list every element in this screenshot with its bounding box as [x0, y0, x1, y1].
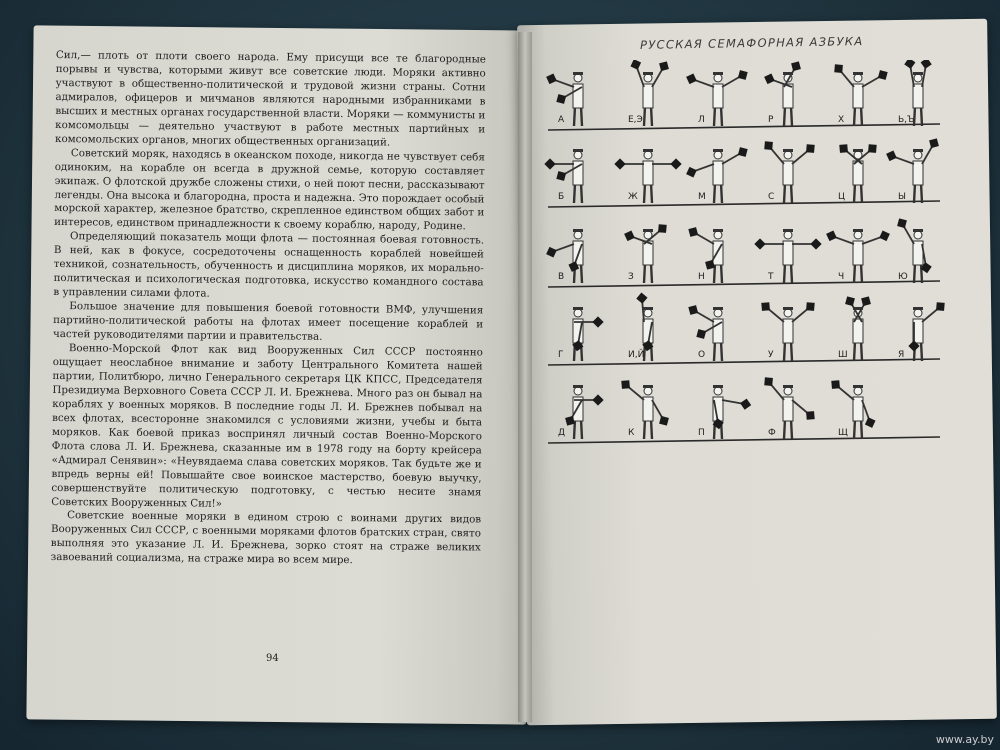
semaphore-sign	[761, 302, 814, 361]
semaphore-flag	[659, 416, 669, 426]
sign-letter-label: Д	[558, 428, 566, 438]
figure-cap	[913, 149, 923, 152]
semaphore-flag	[621, 380, 630, 389]
figure-cap	[853, 229, 863, 232]
figure-leg	[721, 263, 722, 283]
semaphore-sign	[546, 72, 583, 126]
figure-head	[914, 309, 922, 317]
figure-leg	[784, 263, 785, 283]
figure-cap	[783, 149, 793, 152]
figure-leg	[784, 183, 785, 203]
figure-leg	[854, 106, 855, 126]
semaphore-flag	[686, 167, 697, 178]
figure-leg	[791, 263, 792, 283]
sign-letter-label: Ж	[628, 192, 638, 202]
figure-leg	[574, 106, 575, 126]
semaphore-flag	[936, 302, 945, 311]
figure-torso	[643, 84, 653, 108]
sign-letter-label: Г	[558, 350, 564, 360]
left-page-text	[51, 49, 486, 570]
semaphore-flag	[546, 73, 557, 84]
semaphore-flag	[865, 417, 876, 428]
sign-letter-label: Н	[698, 272, 705, 282]
figure-arm	[862, 77, 879, 87]
sign-letter-label: Ь,Ъ	[898, 115, 915, 125]
figure-arm	[771, 149, 784, 164]
figure-cap	[713, 385, 723, 388]
figure-leg	[581, 106, 582, 126]
figure-head	[714, 387, 722, 395]
figure-arm	[922, 147, 932, 164]
figure-head	[854, 387, 862, 395]
semaphore-sign	[764, 377, 814, 439]
figure-cap	[853, 385, 863, 388]
paragraph-5: Военно-Морской Флот как вид Вооруженных Сил СССР постоянно ощущает неослабное внимание и заботу Центрального Комитета нашей партии, Политбюро, лично Генерального секретаря ЦК КПСС, Председателя Президиума Верховного Совета СССР Л. И. Брежнева. Много раз он бывал на кораблях у военных моряков. В последние годы Л. И. Брежнев побывал на всех флотах, всесторонне знакомился с условиями жизни, учебы и быта моряков. Как боевой приказ воспринял личный состав Военно-Морского Флота слова Л. И. Брежнева, сказанные им в 1978 году на борту крейсера «Адмирал Сенявин»: «Неувядаема слава советских моряков. Так будьте же и впредь верны ей! Повышайте свое воинское мастерство, боевую выучку, совершенствуйте политическую подготовку, с честью несите знамя Советских Вооруженных Сил!»	[51, 342, 483, 510]
semaphore-flag	[791, 61, 801, 71]
figure-head	[914, 74, 922, 82]
semaphore-sign	[688, 227, 723, 283]
semaphore-flag	[806, 144, 815, 153]
semaphore-sign	[898, 60, 932, 126]
sign-letter-label: К	[628, 428, 635, 438]
figure-cap	[643, 229, 653, 232]
figure-leg	[791, 106, 792, 126]
sign-letter-label: Б	[558, 192, 565, 202]
figure-arm	[555, 244, 574, 251]
sign-letter-label: Х	[838, 115, 845, 125]
baseline-row-3	[548, 281, 940, 287]
semaphore-flag	[886, 150, 897, 161]
semaphore-flag	[696, 329, 706, 339]
page-number: 94	[266, 653, 279, 664]
semaphore-sign	[628, 292, 653, 361]
figure-head	[644, 74, 652, 82]
sign-letter-label: Ц	[838, 192, 845, 202]
figure-arm	[841, 72, 854, 87]
semaphore-flag	[658, 224, 667, 233]
figure-head	[854, 231, 862, 239]
figure-leg	[861, 183, 862, 203]
figure-leg	[714, 341, 715, 361]
figure-cap	[783, 385, 793, 388]
figure-cap	[713, 72, 723, 75]
sign-letter-label: Р	[768, 115, 774, 125]
sign-letter-label: Щ	[838, 428, 848, 438]
semaphore-sign	[698, 385, 751, 439]
semaphore-flag	[868, 144, 877, 153]
semaphore-flag	[659, 61, 669, 71]
figure-leg	[721, 106, 722, 126]
semaphore-flag	[929, 138, 939, 148]
figure-arm	[629, 387, 644, 400]
semaphore-flag	[670, 158, 681, 169]
semaphore-flag	[921, 60, 932, 69]
figure-leg	[714, 106, 715, 126]
figure-arm	[722, 154, 739, 164]
semaphore-sign	[897, 218, 932, 283]
figure-cap	[643, 307, 653, 310]
semaphore-flag	[738, 147, 748, 157]
figure-leg	[921, 341, 922, 361]
book-spine	[518, 32, 532, 722]
semaphore-sign	[628, 60, 669, 126]
semaphore-flag	[861, 296, 871, 306]
figure-leg	[791, 419, 792, 439]
figure-arm	[697, 234, 714, 244]
figure-cap	[713, 307, 723, 310]
figure-torso	[783, 161, 793, 185]
figure-head	[714, 151, 722, 159]
figure-arm	[922, 67, 925, 87]
figure-leg	[721, 341, 722, 361]
figure-head	[714, 74, 722, 82]
semaphore-flag	[686, 73, 697, 84]
figure-arm	[862, 237, 881, 244]
semaphore-flag	[688, 227, 698, 237]
sign-letter-label: М	[698, 192, 706, 202]
semaphore-flag	[740, 399, 751, 410]
figure-torso	[853, 84, 863, 108]
sign-letter-label: Е,Э	[628, 115, 643, 125]
figure-leg	[914, 263, 915, 283]
semaphore-sign	[621, 380, 669, 439]
sign-letter-label: И,Й	[628, 350, 645, 360]
figure-head	[644, 309, 652, 317]
figure-head	[574, 151, 582, 159]
semaphore-flag	[764, 141, 773, 150]
figure-leg	[914, 183, 915, 203]
figure-leg	[651, 419, 652, 439]
figure-head	[914, 231, 922, 239]
figure-cap	[713, 229, 723, 232]
figure-leg	[644, 419, 645, 439]
figure-cap	[783, 307, 793, 310]
baseline-row-4	[548, 359, 940, 365]
figure-arm	[835, 237, 854, 244]
figure-cap	[573, 229, 583, 232]
semaphore-flag	[764, 73, 775, 84]
sign-letter-label: Ш	[838, 350, 848, 360]
paragraph-4: Большое значение для повышения боевой готовности ВМФ, улучшения партийно-политической работы на флотах имеет посещение кораблей и частей руководителями партии и правительства.	[52, 300, 484, 343]
sign-letter-label: Т	[768, 272, 774, 282]
semaphore-sign	[831, 380, 875, 439]
figure-arm	[792, 151, 807, 164]
figure-leg	[921, 263, 922, 283]
semaphore-flag	[636, 292, 647, 303]
semaphore-flag	[845, 296, 855, 306]
figure-leg	[784, 419, 785, 439]
figure-arm	[911, 67, 914, 87]
figure-head	[784, 309, 792, 317]
semaphore-flag	[544, 158, 555, 169]
semaphore-flag	[592, 394, 603, 405]
figure-leg	[854, 341, 855, 361]
semaphore-flag	[556, 171, 566, 181]
figure-leg	[854, 419, 855, 439]
semaphore-sign	[558, 385, 604, 439]
figure-arm	[637, 68, 644, 87]
figure-torso	[783, 241, 793, 265]
figure-torso	[643, 161, 653, 185]
semaphore-sign	[764, 141, 814, 203]
figure-leg	[721, 183, 722, 203]
semaphore-sign	[558, 307, 604, 361]
semaphore-flag	[764, 377, 773, 386]
figure-leg	[644, 106, 645, 126]
semaphore-flag	[761, 302, 770, 311]
figure-arm	[792, 400, 807, 413]
figure-head	[574, 387, 582, 395]
figure-cap	[643, 149, 653, 152]
sign-letter-label: О	[698, 350, 706, 360]
figure-leg	[644, 263, 645, 283]
semaphore-flag	[826, 230, 837, 241]
semaphore-sign	[686, 70, 748, 126]
figure-title: РУССКАЯ СЕМАФОРНАЯ АЗБУКА	[639, 34, 864, 52]
sign-letter-label: Я	[898, 350, 905, 360]
figure-leg	[861, 419, 862, 439]
figure-leg	[581, 183, 582, 203]
semaphore-sign	[886, 138, 939, 203]
figure-cap	[573, 149, 583, 152]
figure-arm	[792, 309, 807, 322]
figure-head	[914, 151, 922, 159]
semaphore-flag	[831, 380, 840, 389]
figure-head	[784, 151, 792, 159]
baseline-row-2	[548, 201, 940, 207]
figure-leg	[651, 263, 652, 283]
figure-leg	[651, 183, 652, 203]
semaphore-flag	[624, 230, 635, 241]
semaphore-sign	[688, 305, 723, 361]
figure-arm	[652, 70, 662, 87]
semaphore-flag	[839, 144, 848, 153]
figure-leg	[644, 183, 645, 203]
figure-arm	[695, 164, 714, 171]
figure-arm	[895, 157, 914, 164]
figure-cap	[853, 72, 863, 75]
figure-arm	[769, 309, 784, 322]
figure-head	[644, 151, 652, 159]
figure-arm	[555, 80, 574, 87]
figure-head	[854, 74, 862, 82]
figure-cap	[913, 72, 923, 75]
figure-cap	[713, 149, 723, 152]
figure-cap	[913, 307, 923, 310]
figure-arm	[839, 387, 854, 400]
paragraph-2: Советский моряк, находясь в океанском походе, никогда не чувствует себя одиноким, на корабле он всегда в дружной семье, которую составляет экипаж. О флотской дружбе сложены стихи, о ней поют песни, рассказывают легенды. Она высока и благородна, проста и надежна. Это порождает особый морской характер, железное братство, скрепленное единством общих забот и интересов, единством принадлежности к своему кораблю, народу, Родине.	[54, 146, 485, 233]
figure-torso	[853, 161, 863, 185]
sign-letter-label: Л	[698, 115, 705, 125]
baseline-row-5	[548, 437, 940, 443]
semaphore-flag	[904, 60, 915, 69]
semaphore-sign	[614, 149, 681, 203]
figure-head	[574, 74, 582, 82]
figure-arm	[904, 227, 914, 244]
figure-head	[784, 387, 792, 395]
figure-leg	[791, 341, 792, 361]
figure-head	[784, 231, 792, 239]
semaphore-flag	[834, 64, 843, 73]
paragraph-1: Сил,— плоть от плоти своего народа. Ему присущи все те благородные порывы и чувства, которыми живут все советские люди. Моряки активно участвуют в общественно-политической и трудовой жизни страны. Сотни адмиралов, офицеров и мичманов являются народными избранниками в высших и местных органах государственной власти. Моряки — коммунисты и комсомольцы — деятельно участвуют в работе местных партийных и комсомольских органов, многих общественных организаций.	[54, 49, 486, 149]
figure-torso	[913, 161, 923, 185]
figure-leg	[921, 106, 922, 126]
figure-cap	[643, 385, 653, 388]
semaphore-sign	[546, 229, 583, 283]
sign-letter-label: А	[558, 115, 565, 125]
sign-letter-label: Ю	[898, 272, 908, 282]
semaphore-flag	[546, 247, 557, 258]
semaphore-flag	[614, 158, 625, 169]
figure-torso	[783, 319, 793, 343]
sign-letter-label: Ы	[898, 192, 906, 202]
figure-arm	[722, 77, 739, 87]
sign-letter-label: У	[768, 350, 774, 360]
semaphore-sign	[764, 61, 801, 126]
semaphore-sign	[898, 302, 945, 361]
semaphore-flag	[754, 238, 765, 249]
figure-head	[644, 387, 652, 395]
figure-cap	[573, 385, 583, 388]
semaphore-flag	[810, 238, 821, 249]
figure-arm	[922, 309, 937, 322]
figure-leg	[861, 263, 862, 283]
semaphore-sign	[826, 229, 890, 283]
semaphore-alphabet-figure	[540, 60, 950, 460]
figure-leg	[784, 341, 785, 361]
semaphore-sign	[754, 229, 821, 283]
semaphore-flag	[738, 70, 748, 80]
figure-torso	[913, 84, 923, 108]
sign-letter-label: В	[558, 272, 565, 282]
semaphore-sign	[544, 149, 583, 203]
semaphore-flag	[556, 94, 566, 104]
figure-arm	[722, 400, 742, 403]
figure-torso	[853, 241, 863, 265]
figure-torso	[713, 161, 723, 185]
figure-leg	[784, 106, 785, 126]
baseline-row-1	[548, 124, 940, 130]
figure-leg	[854, 183, 855, 203]
sign-letter-label: П	[698, 428, 705, 438]
semaphore-sign	[686, 147, 748, 203]
figure-cap	[573, 72, 583, 75]
figure-head	[714, 309, 722, 317]
figure-leg	[921, 183, 922, 203]
figure-arm	[771, 385, 784, 400]
sign-letter-label: Ф	[768, 428, 776, 438]
semaphore-sign	[838, 144, 877, 203]
figure-cap	[643, 72, 653, 75]
figure-cap	[913, 229, 923, 232]
figure-torso	[853, 319, 863, 343]
paragraph-3: Определяющий показатель мощи флота — постоянная боевая готовность. В ней, как в фокусе, сосредоточены оснащенность кораблей новейшей техникой, сознательность, обученность и дисциплина моряков, их морально-политическая и психологическая подготовка, искусство командного состава в управлении силами флота.	[53, 230, 485, 300]
sign-letter-label: З	[628, 272, 634, 282]
figure-arm	[695, 80, 714, 87]
figure-leg	[791, 183, 792, 203]
semaphore-flag	[630, 60, 641, 70]
figure-cap	[853, 149, 863, 152]
semaphore-flag	[879, 230, 890, 241]
figure-leg	[861, 341, 862, 361]
semaphore-flag	[688, 305, 698, 315]
paragraph-6: Советские военные моряки в едином строю с воинами других видов Вооруженных Сил СССР, с военными моряками флотов братских стран, свято выполняя это указание Л. И. Брежнева, зорко стоят на страже великих завоеваний социализма, на страже мира во всем мире.	[50, 509, 482, 567]
sign-letter-label: С	[768, 192, 775, 202]
figure-leg	[581, 263, 582, 283]
figure-cap	[573, 307, 583, 310]
figure-head	[574, 231, 582, 239]
figure-leg	[581, 419, 582, 439]
semaphore-flag	[878, 70, 888, 80]
figure-cap	[783, 229, 793, 232]
sign-letter-label: Ч	[838, 272, 845, 282]
figure-leg	[861, 106, 862, 126]
semaphore-flag	[592, 316, 603, 327]
semaphore-sign	[834, 64, 887, 126]
figure-leg	[651, 106, 652, 126]
semaphore-sign	[838, 296, 871, 361]
figure-head	[714, 231, 722, 239]
semaphore-flag	[806, 302, 815, 311]
figure-leg	[714, 183, 715, 203]
figure-head	[574, 309, 582, 317]
figure-leg	[574, 183, 575, 203]
semaphore-flag	[897, 218, 907, 228]
figure-leg	[854, 263, 855, 283]
semaphore-sign	[624, 224, 667, 283]
watermark: www.ay.by	[935, 733, 994, 746]
figure-arm	[697, 312, 714, 322]
semaphore-flag	[806, 411, 815, 420]
figure-torso	[713, 84, 723, 108]
